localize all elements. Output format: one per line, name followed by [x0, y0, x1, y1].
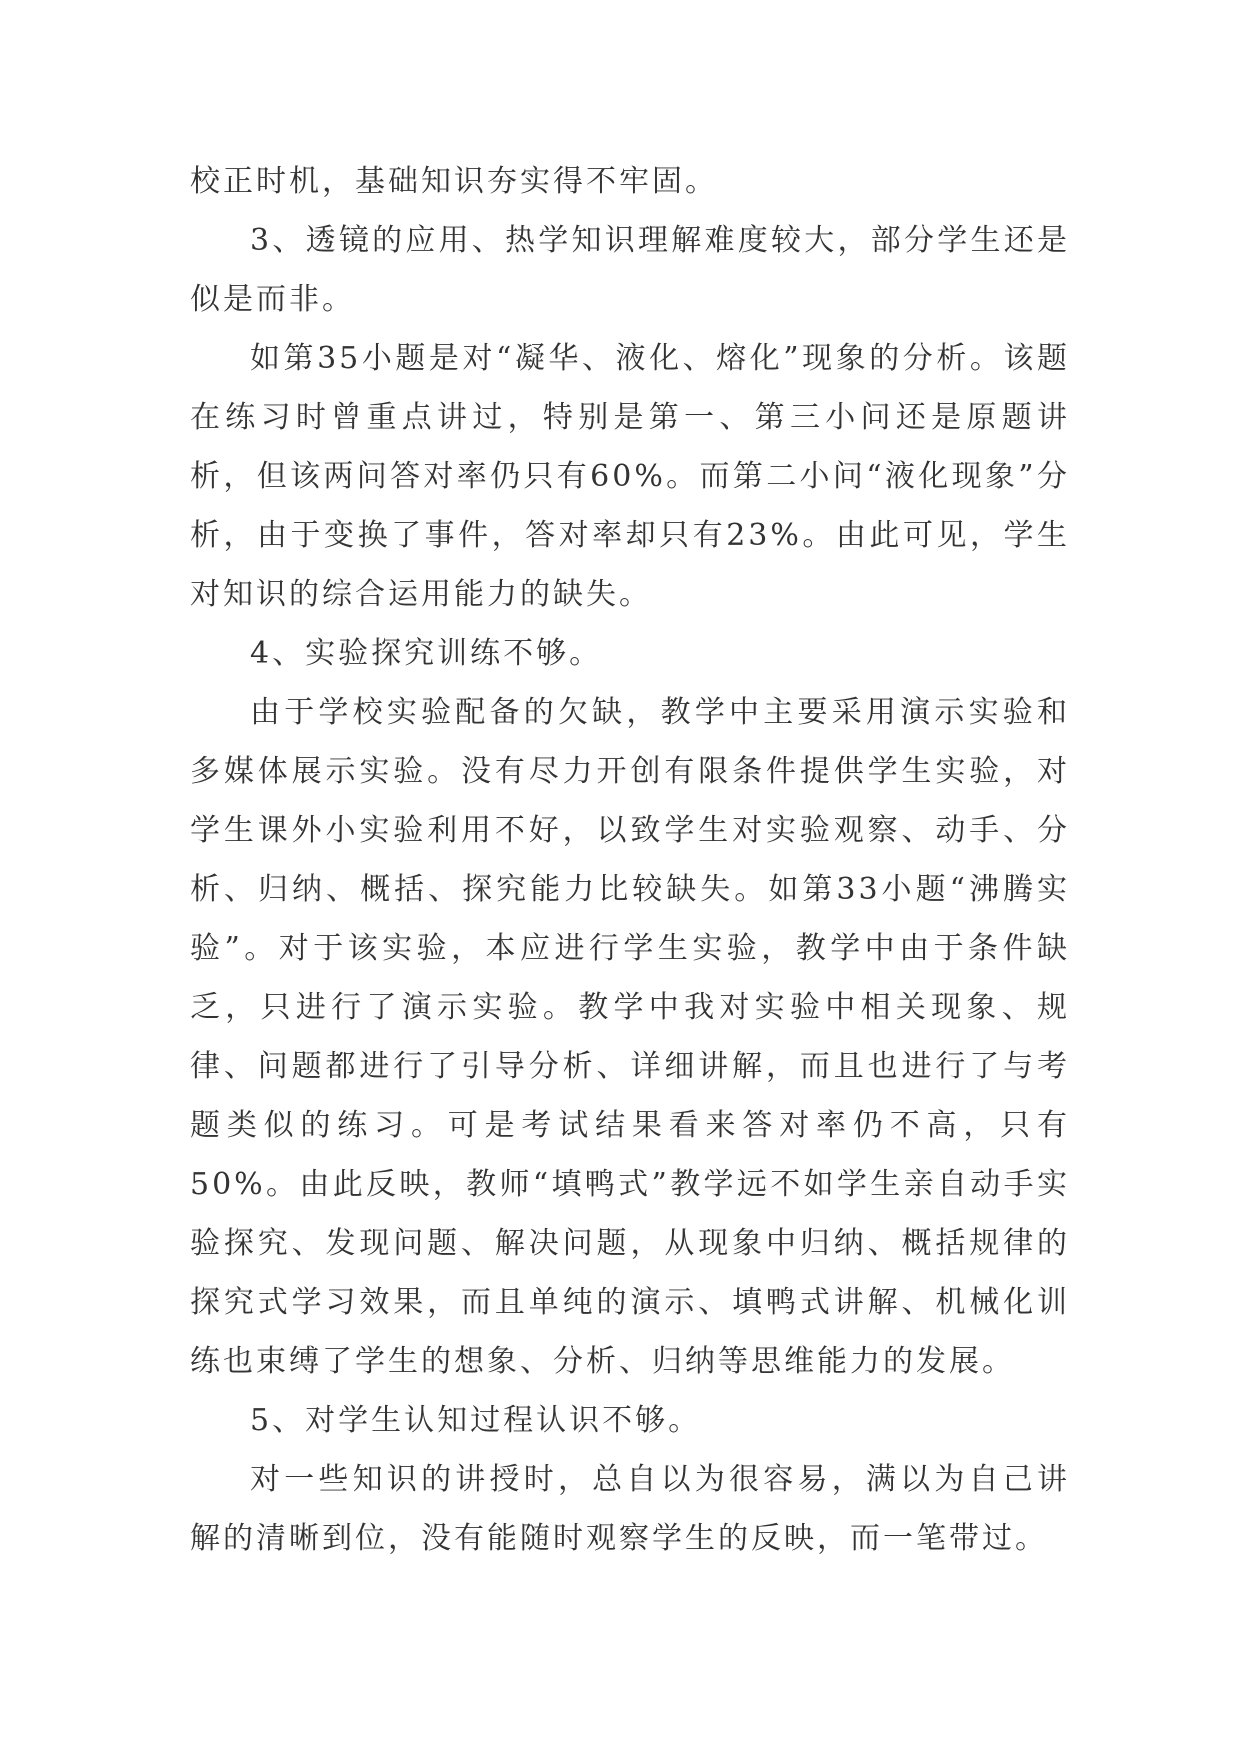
- paragraph-item-3: 3、透镜的应用、热学知识理解难度较大，部分学生还是似是而非。: [190, 223, 1070, 317]
- document-body: [190, 152, 1070, 1568]
- paragraph-item-4: 4、实验探究训练不够。: [250, 636, 603, 671]
- paragraph-cognition: 对一些知识的讲授时，总自以为很容易，满以为自己讲解的清晰到位，没有能随时观察学生的反映，而一笔带过。: [190, 1462, 1070, 1556]
- paragraph-continuation: 校正时机，基础知识夯实得不牢固。: [190, 164, 718, 199]
- paragraph-experiment: 由于学校实验配备的欠缺，教学中主要采用演示实验和多媒体展示实验。没有尽力开创有限条件提供学生实验，对学生课外小实验利用不好，以致学生对实验观察、动手、分析、归纳、概括、探究能力比较缺失。如第33小题“沸腾实验”。对于该实验，本应进行学生实验，教学中由于条件缺乏，只进行了演示实验。教学中我对实验中相关现象、规律、问题都进行了引导分析、详细讲解，而且也进行了与考题类似的练习。可是考试结果看来答对率仍不高，只有50%。由此反映，教师“填鸭式”教学远不如学生亲自动手实验探究、发现问题、解决问题，从现象中归纳、概括规律的探究式学习效果，而且单纯的演示、填鸭式讲解、机械化训练也束缚了学生的想象、分析、归纳等思维能力的发展。: [190, 695, 1070, 1379]
- paragraph-example-35: 如第35小题是对“凝华、液化、熔化”现象的分析。该题在练习时曾重点讲过，特别是第一、第三小问还是原题讲析，但该两问答对率仍只有60%。而第二小问“液化现象”分析，由于变换了事件，答对率却只有23%。由此可见，学生对知识的综合运用能力的缺失。: [190, 341, 1070, 612]
- paragraph-item-5: 5、对学生认知过程认识不够。: [250, 1403, 702, 1438]
